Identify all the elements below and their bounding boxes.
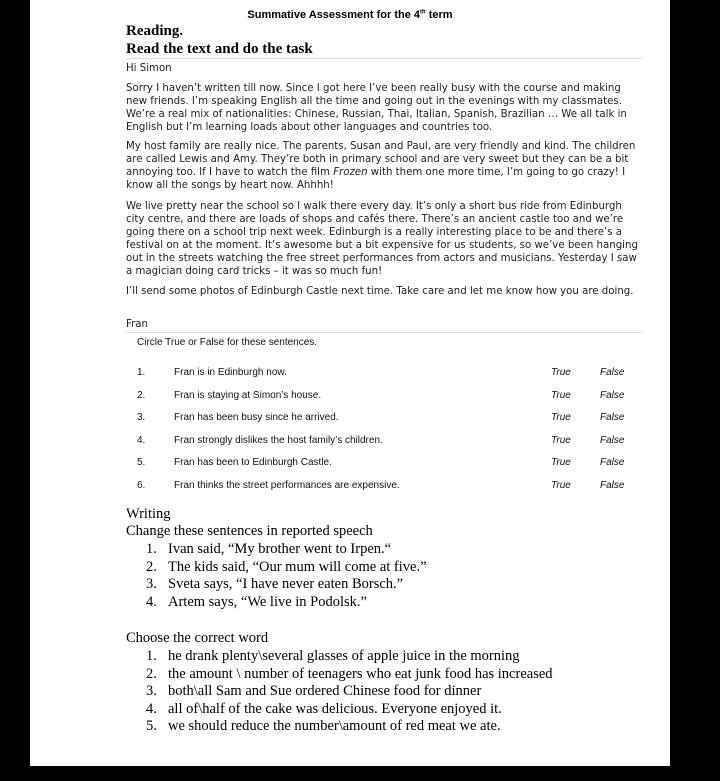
question-number: 3. (137, 412, 146, 424)
list-item-text: Sveta says, “I have never eaten Borsch.” (168, 576, 404, 592)
question-statement: Fran thinks the street performances are expensive. (174, 480, 400, 491)
list-item-number: 4. (146, 593, 157, 610)
letter-paragraph-3: We live pretty near the school so I walk there every day. It’s only a short bus ride from Edinburgh city centre, and there are loads of shops and cafés there. There’s an ancient castle too and we’re going there on a school trip next week. Edinburgh is a really interesting place to be and there’s a festival on at the moment. It’s awesome but a bit expensive for us students, so we’ve been hanging out in the streets watching the free street performances from actors and musicians. Yesterday I saw a magician doing card tricks – it was so much fun! (126, 201, 638, 277)
reported-speech-item (146, 576, 427, 594)
correct-word-list (146, 648, 553, 736)
list-item-number: 1. (146, 541, 157, 557)
false-option[interactable]: False (600, 457, 625, 469)
true-option[interactable]: True (551, 480, 571, 491)
question-number: 2. (137, 389, 146, 401)
page-title: Summative Assessment for the 4th term (247, 9, 453, 21)
correct-word-item (146, 701, 553, 719)
false-option[interactable]: False (600, 434, 625, 446)
true-option[interactable]: True (551, 412, 571, 424)
true-false-instruction: Circle True or False for these sentences. (137, 337, 318, 348)
list-item-text: he drank plenty\several glasses of apple juice in the morning (168, 648, 520, 664)
correct-word-item (146, 718, 553, 736)
false-option[interactable]: False (600, 389, 625, 401)
question-number: 4. (137, 434, 146, 446)
list-item-text: The kids said, “Our mum will come at five.” (168, 558, 427, 575)
question-row (137, 480, 637, 494)
question-row (137, 435, 637, 449)
divider (126, 58, 642, 59)
list-item-number: 4. (146, 700, 157, 717)
question-number: 5. (137, 457, 146, 469)
reported-speech-item (146, 594, 427, 612)
letter-paragraph-1: Sorry I haven’t written till now. Since I got here I’ve been really busy with the course and making new friends. I’m speaking English all the time and going out in the evenings with my classmates. We’re a real mix of nationalities: Chinese, Russian, Thai, Italian, Spanish, Brazilian … We all talk in English but I’m learning loads about other languages and countries too. (126, 83, 627, 133)
question-row (137, 457, 637, 471)
question-statement: Fran has been to Edinburgh Castle. (174, 457, 332, 469)
letter-paragraph-2 (126, 140, 640, 192)
list-item-text: all of\half of the cake was delicious. Everyone enjoyed it. (168, 700, 502, 717)
list-item-text: Ivan said, “My brother went to Irpen.“ (168, 541, 392, 557)
false-option[interactable]: False (600, 367, 625, 378)
list-item-number: 3. (146, 683, 157, 699)
question-row (137, 390, 637, 404)
list-item-number: 2. (146, 665, 157, 682)
question-statement: Fran strongly dislikes the host family’s children. (174, 434, 383, 446)
question-number: 1. (137, 367, 146, 378)
list-item-text: the amount \ number of teenagers who eat junk food has increased (168, 665, 553, 682)
writing-instruction: Change these sentences in reported speech (126, 523, 373, 539)
question-row (137, 412, 637, 426)
reported-speech-item (146, 541, 427, 559)
worksheet-page (30, 0, 670, 766)
list-item-text: we should reduce the number\amount of red meat we ate. (168, 718, 501, 734)
question-statement: Fran is in Edinburgh now. (174, 367, 287, 378)
list-item-number: 2. (146, 558, 157, 575)
question-statement: Fran is staying at Simon’s house. (174, 389, 322, 401)
list-item-number: 3. (146, 576, 157, 592)
letter-paragraph-2-text: My host family are really nice. The parents, Susan and Paul, are very friendly and kind. The children are called Lewis and Amy. They’re both in primary school and are very sweet but they can be a bit annoying too. If I have to watch the film Frozen with them one more time, I’m going to go crazy! I know all the songs by heart now. Ahhhh! (126, 141, 636, 191)
true-option[interactable]: True (551, 389, 571, 401)
false-option[interactable]: False (600, 412, 625, 424)
question-row (137, 367, 637, 381)
list-item-number: 5. (146, 718, 157, 734)
reading-heading: Reading. (126, 23, 184, 39)
letter-signoff: Fran (126, 319, 149, 330)
letter-paragraph-4: I’ll send some photos of Edinburgh Castle next time. Take care and let me know how you are doing. (126, 286, 634, 297)
list-item-text: both\all Sam and Sue ordered Chinese food for dinner (168, 683, 482, 699)
correct-word-item (146, 648, 553, 666)
question-number: 6. (137, 480, 146, 491)
choose-heading: Choose the correct word (126, 630, 269, 646)
list-item-number: 1. (146, 648, 157, 664)
letter-greeting: Hi Simon (126, 63, 172, 74)
false-option[interactable]: False (600, 480, 625, 491)
divider (126, 332, 642, 333)
list-item-text: Artem says, “We live in Podolsk.” (168, 593, 367, 610)
true-option[interactable]: True (551, 457, 571, 469)
writing-heading: Writing (126, 506, 171, 522)
true-option[interactable]: True (551, 434, 571, 446)
correct-word-item (146, 683, 553, 701)
reported-speech-list (146, 541, 427, 611)
reading-task-heading: Read the text and do the task (126, 41, 313, 57)
reported-speech-item (146, 559, 427, 577)
correct-word-item (146, 666, 553, 684)
question-statement: Fran has been busy since he arrived. (174, 412, 339, 424)
true-option[interactable]: True (551, 367, 571, 378)
